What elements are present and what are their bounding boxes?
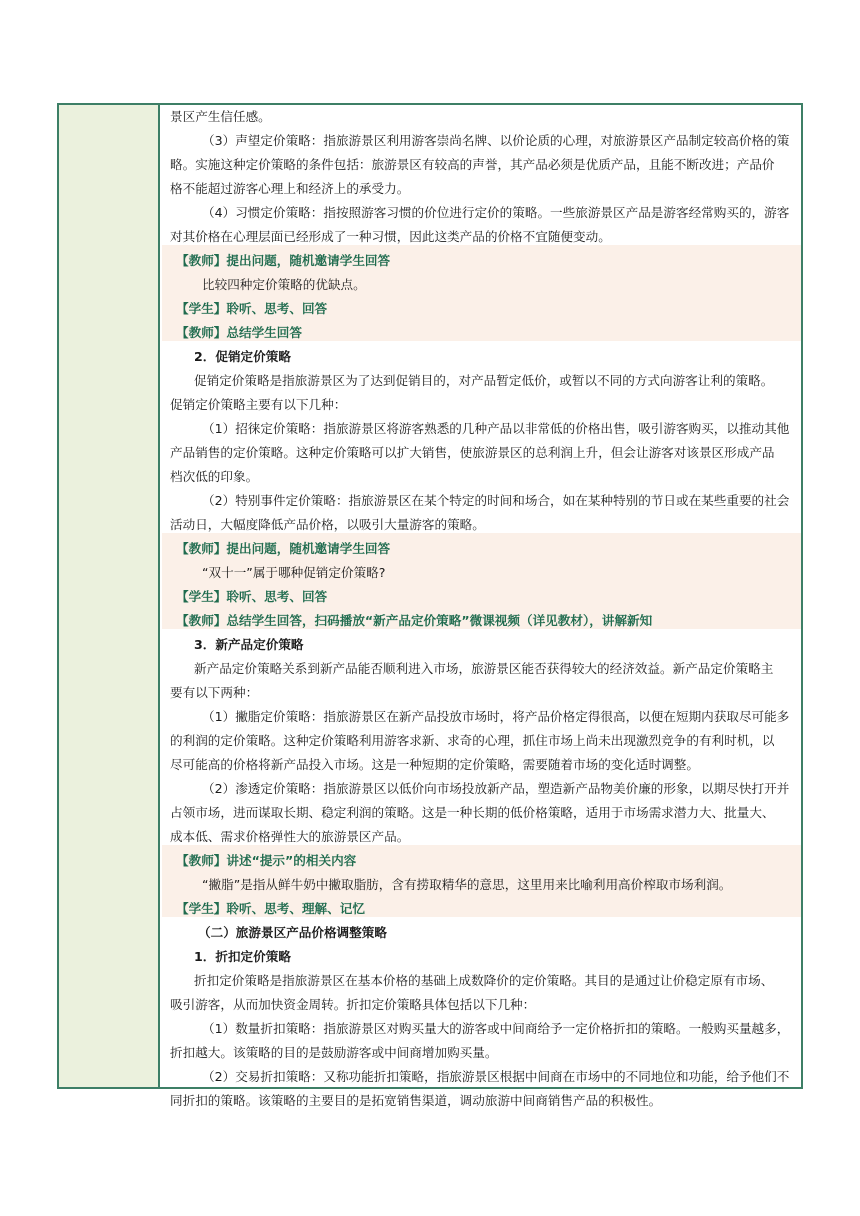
body-text-line: （4）习惯定价策略：指按照游客习惯的价位进行定价的策略。一些旅游景区产品是游客经常购买的，游客: [202, 205, 790, 220]
content-cell: [162, 105, 801, 1108]
teacher-instruction: 【学生】聆听、思考、理解、记忆: [176, 901, 365, 916]
body-text-line: 尽可能高的价格将新产品投入市场。这是一种短期的定价策略，需要随着市场的变化适时调整。: [170, 757, 699, 772]
section-heading: （二）旅游景区产品价格调整策略: [198, 925, 387, 940]
body-text-line: 折扣定价策略是指旅游景区在基本价格的基础上成数降价的定价策略。其目的是通过让价稳定原有市场、: [194, 973, 774, 988]
body-text-line: “双十一”属于哪种促销定价策略?: [202, 565, 386, 580]
section-heading: 3．新产品定价策略: [194, 637, 304, 652]
body-text-line: 活动日，大幅度降低产品价格，以吸引大量游客的策略。: [170, 517, 485, 532]
body-text-line: 占领市场，进而谋取长期、稳定利润的策略。这是一种长期的低价格策略，适用于市场需求潜力大、批量大、: [170, 805, 775, 820]
body-text-line: 的利润的定价策略。这种定价策略利用游客求新、求奇的心理，抓住市场上尚未出现激烈竞争的有利时机，以: [170, 733, 775, 748]
teacher-instruction: 【学生】聆听、思考、回答: [176, 301, 328, 316]
teacher-instruction: 【教师】总结学生回答，扫码播放“新产品定价策略”微课视频（详见教材），讲解新知: [176, 613, 653, 628]
body-text-line: （2）特别事件定价策略：指旅游景区在某个特定的时间和场合，如在某种特别的节日或在某些重要的社会: [202, 493, 790, 508]
body-text-line: 要有以下两种：: [170, 685, 259, 700]
teacher-instruction: 【教师】总结学生回答: [176, 325, 302, 340]
body-text-line: “撇脂”是指从鲜牛奶中撇取脂肪，含有捞取精华的意思，这里用来比喻利用高价榨取市场利润。: [202, 877, 732, 892]
body-text-line: 促销定价策略是指旅游景区为了达到促销目的，对产品暂定低价，或暂以不同的方式向游客让利的策略。: [194, 373, 774, 388]
left-column-cell: [59, 105, 160, 1087]
teacher-instruction: 【学生】聆听、思考、回答: [176, 589, 328, 604]
body-text-line: 同折扣的策略。该策略的主要目的是拓宽销售渠道，调动旅游中间商销售产品的积极性。: [170, 1093, 662, 1108]
body-text-line: （2）渗透定价策略：指旅游景区以低价向市场投放新产品，塑造新产品物美价廉的形象，以期尽快打开并: [202, 781, 790, 796]
body-text-line: 促销定价策略主要有以下几种：: [170, 397, 347, 412]
body-text-line: 格不能超过游客心理上和经济上的承受力。: [170, 181, 410, 196]
body-text-line: 折扣越大。该策略的目的是鼓励游客或中间商增加购买量。: [170, 1045, 498, 1060]
body-text-line: （1）撇脂定价策略：指旅游景区在新产品投放市场时，将产品价格定得很高，以便在短期内获取尽可能多: [202, 709, 790, 724]
body-text-line: （1）招徕定价策略：指旅游景区将游客熟悉的几种产品以非常低的价格出售，吸引游客购买，以推动其他: [202, 421, 790, 436]
body-text-line: 比较四种定价策略的优缺点。: [202, 277, 366, 292]
section-heading: 1．折扣定价策略: [194, 949, 291, 964]
lesson-table: [57, 103, 803, 1108]
body-text-line: （2）交易折扣策略：又称功能折扣策略，指旅游景区根据中间商在市场中的不同地位和功能，给予他们不: [202, 1069, 790, 1084]
body-text-line: 档次低的印象。: [170, 469, 259, 484]
body-text-line: （3）声望定价策略：指旅游景区利用游客崇尚名牌、以价论质的心理，对旅游景区产品制定较高价格的策: [202, 133, 790, 148]
body-text-line: 吸引游客，从而加快资金周转。折扣定价策略具体包括以下几种：: [170, 997, 536, 1012]
teacher-instruction: 【教师】提出问题，随机邀请学生回答: [176, 253, 391, 268]
section-heading: 2．促销定价策略: [194, 349, 291, 364]
body-text-line: （1）数量折扣策略：指旅游景区对购买量大的游客或中间商给予一定价格折扣的策略。一般购买量越多，: [202, 1021, 790, 1036]
body-text-line: 成本低、需求价格弹性大的旅游景区产品。: [170, 829, 410, 844]
body-text-line: 略。实施这种定价策略的条件包括：旅游景区有较高的声誉，其产品必须是优质产品，且能不断改进；产品价: [170, 157, 775, 172]
teacher-instruction: 【教师】提出问题，随机邀请学生回答: [176, 541, 391, 556]
body-text-line: 新产品定价策略关系到新产品能否顺利进入市场，旅游景区能否获得较大的经济效益。新产品定价策略主: [194, 661, 774, 676]
body-text-line: 产品销售的定价策略。这种定价策略可以扩大销售，使旅游景区的总利润上升，但会让游客对该景区形成产品: [170, 445, 775, 460]
teacher-instruction: 【教师】讲述“提示”的相关内容: [176, 853, 357, 868]
body-text-line: 对其价格在心理层面已经形成了一种习惯，因此这类产品的价格不宜随便变动。: [170, 229, 611, 244]
body-text-line: 景区产生信任感。: [170, 109, 271, 124]
